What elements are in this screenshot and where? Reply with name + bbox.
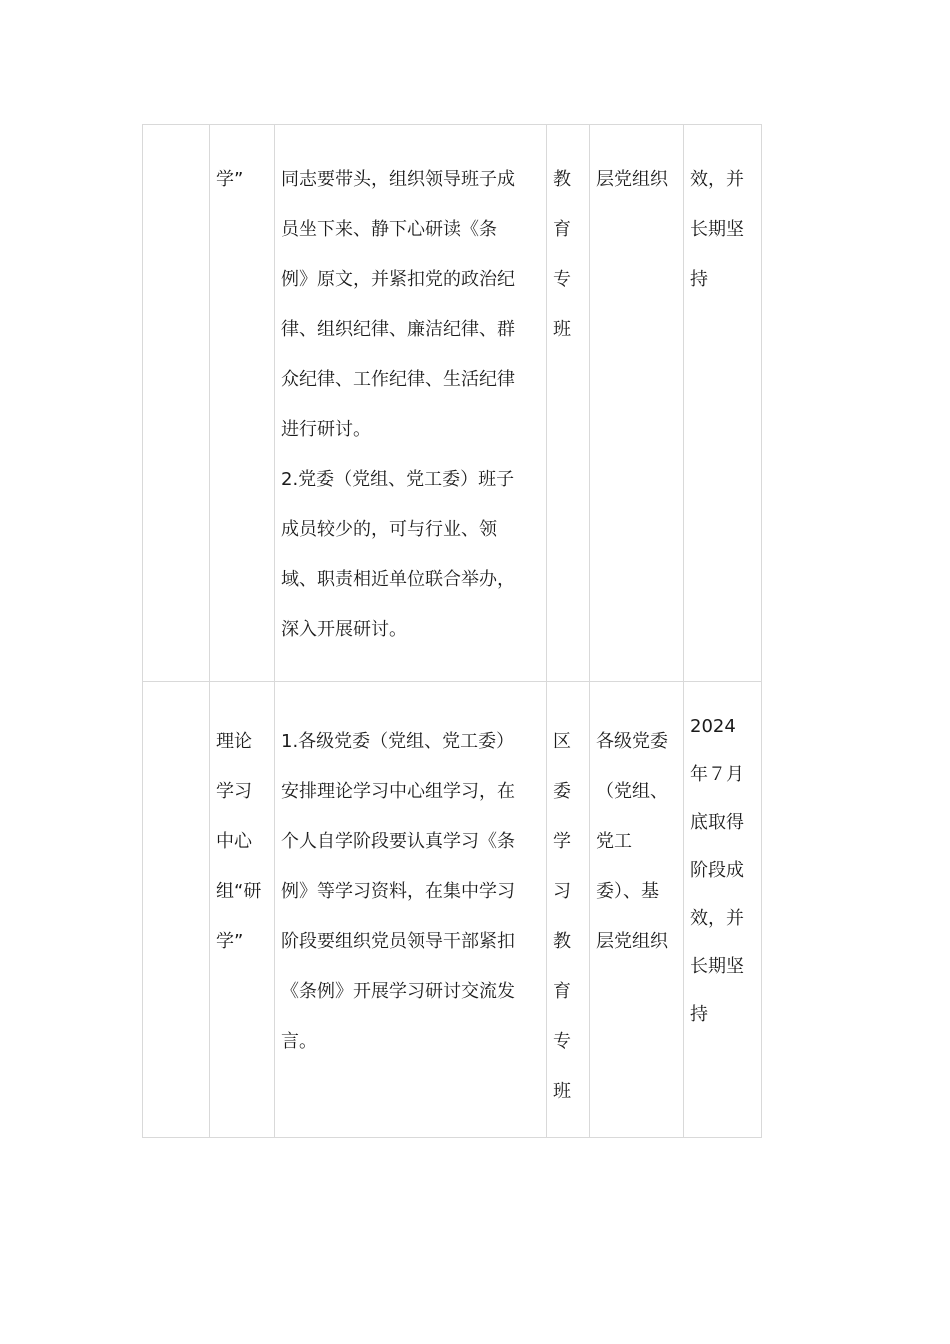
cell-text-line: 各级党委	[596, 731, 668, 752]
table-row	[143, 682, 762, 1138]
category-cell	[143, 125, 210, 682]
measures-table	[142, 124, 762, 1138]
cell-text-line: 效，并	[690, 908, 744, 929]
cell-text-line: 《条例》开展学习研讨交流发	[281, 981, 515, 1002]
cell-text-line: 长期坚	[690, 219, 744, 240]
cell-text-line: 效，并	[690, 169, 744, 190]
cell-text-line: 学”	[216, 169, 244, 190]
cell-text-line: 教	[553, 931, 571, 952]
cell-text-line: 教	[553, 169, 571, 190]
cell-text-line: 年７月	[690, 764, 744, 785]
table-row	[143, 125, 762, 682]
cell-text-line: 委）、基	[596, 881, 659, 902]
cell-text-line: 安排理论学习中心组学习，在	[281, 781, 515, 802]
responsible-unit-cell	[590, 125, 684, 682]
cell-text-line: 律、组织纪律、廉洁纪律、群	[281, 319, 515, 340]
item-name-cell	[210, 682, 275, 1138]
cell-text-line: 育	[553, 219, 571, 240]
cell-text-line: 阶段成	[690, 860, 744, 881]
cell-text-line: 习	[553, 881, 571, 902]
cell-text-line: 域、职责相近单位联合举办，	[281, 569, 515, 590]
cell-text-line: 长期坚	[690, 956, 744, 977]
cell-text-line: 区	[553, 731, 571, 752]
cell-text-line: 持	[690, 1004, 708, 1025]
cell-text-line: 2.党委（党组、党工委）班子	[281, 469, 515, 490]
cell-text-line: 底取得	[690, 812, 744, 833]
cell-text-line: 例》原文，并紧扣党的政治纪	[281, 269, 515, 290]
timeline-cell	[684, 125, 762, 682]
cell-text-line: 学	[553, 831, 571, 852]
cell-text-line: 进行研讨。	[281, 419, 371, 440]
cell-text-line: 众纪律、工作纪律、生活纪律	[281, 369, 515, 390]
cell-text-line: 层党组织	[596, 931, 668, 952]
cell-text-line: 成员较少的，可与行业、领	[281, 519, 497, 540]
cell-text-line: 深入开展研讨。	[281, 619, 407, 640]
cell-text-line: 例》等学习资料，在集中学习	[281, 881, 515, 902]
content-cell	[275, 125, 547, 682]
cell-text-line: 组“研	[216, 881, 262, 902]
cell-text-line: 持	[690, 269, 708, 290]
timeline-cell	[684, 682, 762, 1138]
cell-text-line: 专	[553, 1031, 571, 1052]
category-cell	[143, 682, 210, 1138]
cell-text-line: 层党组织	[596, 169, 668, 190]
cell-text-line: 员坐下来、静下心研读《条	[281, 219, 497, 240]
cell-text-line: 委	[553, 781, 571, 802]
cell-text-line: 育	[553, 981, 571, 1002]
item-name-cell	[210, 125, 275, 682]
cell-text-line: 中心	[216, 831, 252, 852]
cell-text-line: 言。	[281, 1031, 317, 1052]
cell-text-line: 党工	[596, 831, 632, 852]
cell-text-line: 个人自学阶段要认真学习《条	[281, 831, 515, 852]
cell-text-line: （党组、	[596, 781, 668, 802]
cell-text-line: 理论	[216, 731, 252, 752]
cell-text-line: 2024	[690, 716, 736, 737]
responsible-unit-cell	[590, 682, 684, 1138]
cell-text-line: 阶段要组织党员领导干部紧扣	[281, 931, 515, 952]
cell-text-line: 学习	[216, 781, 252, 802]
cell-text-line: 专	[553, 269, 571, 290]
content-cell	[275, 682, 547, 1138]
cell-text-line: 班	[553, 319, 571, 340]
lead-unit-cell	[547, 682, 590, 1138]
cell-text-line: 同志要带头，组织领导班子成	[281, 169, 515, 190]
cell-text-line: 1.各级党委（党组、党工委）	[281, 731, 515, 752]
lead-unit-cell	[547, 125, 590, 682]
cell-text-line: 学”	[216, 931, 244, 952]
cell-text-line: 班	[553, 1081, 571, 1102]
